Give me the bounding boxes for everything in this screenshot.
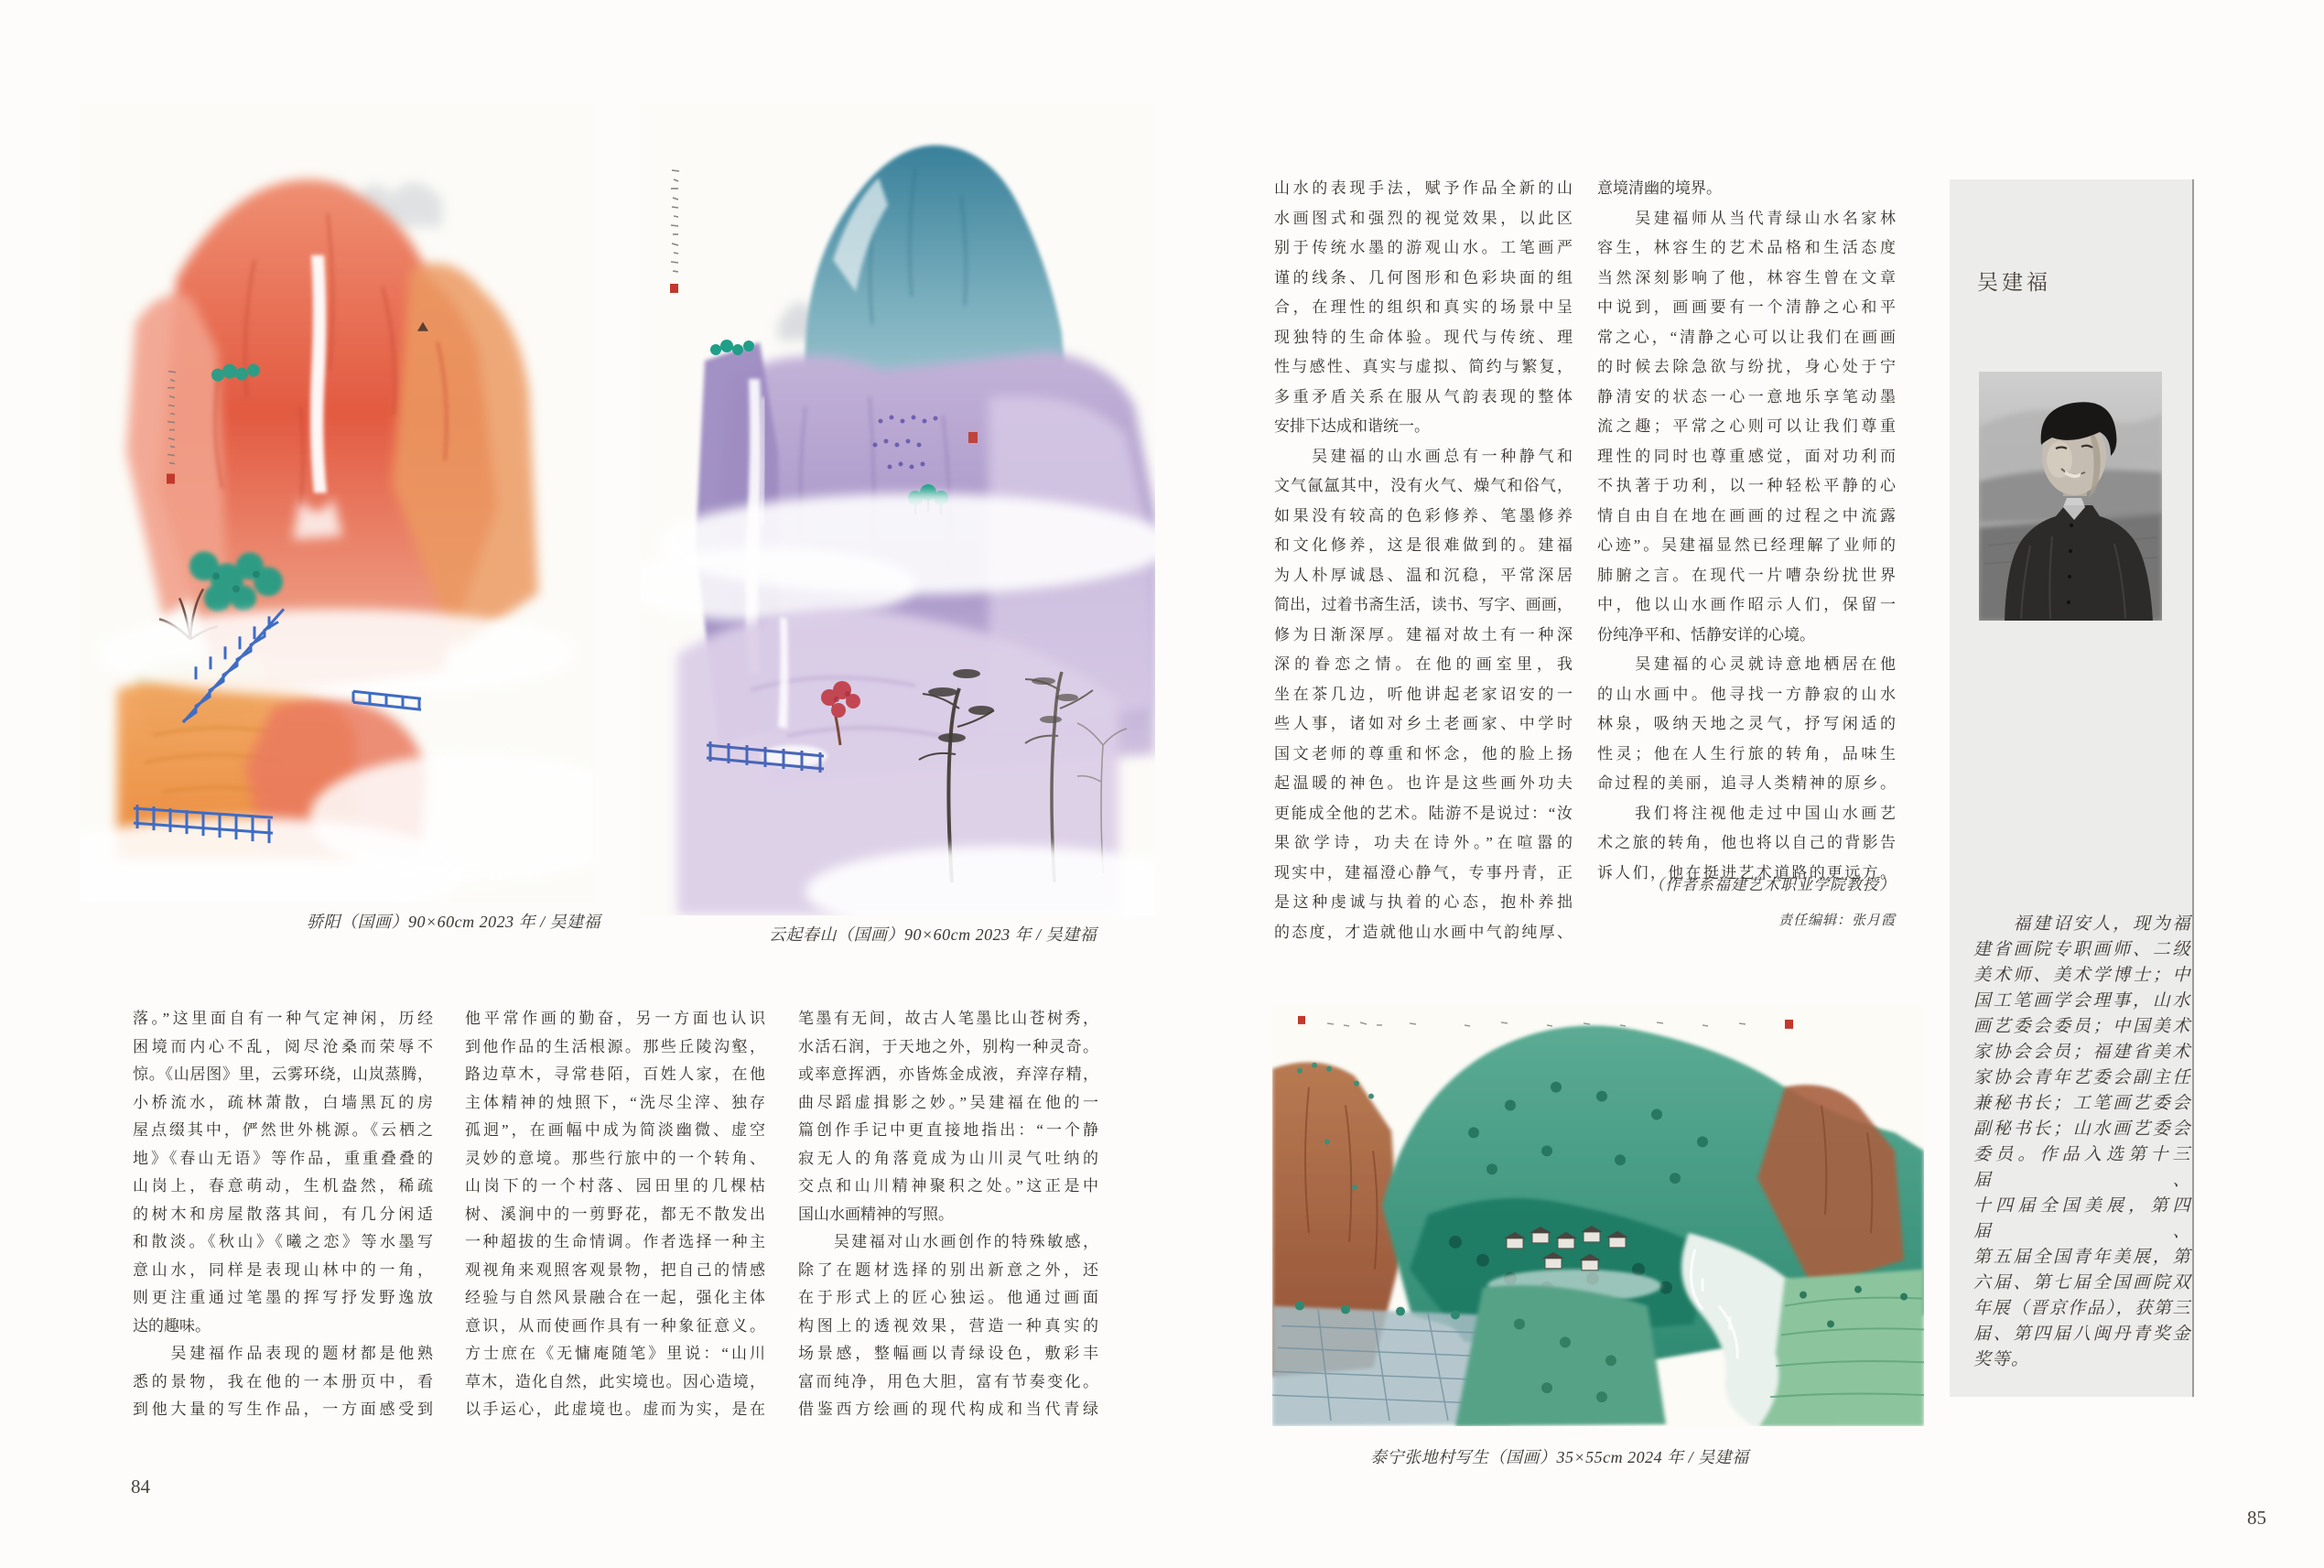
seal-icon: [167, 474, 175, 484]
text-line: 主体精神的烛照下，“洗尽尘滓、独存: [465, 1093, 765, 1111]
text-line: 落。”这里面自有一种气定神闲，历经: [133, 1010, 433, 1027]
text-line: 福建诏安人，现为福: [1973, 914, 2191, 934]
text-line: 现实中，建福澄心静气，专事丹青，正: [1274, 863, 1573, 881]
editor-note: 责任编辑：张月霞: [1778, 914, 1896, 928]
text-line: 寂无人的角落竟成为山川灵气吐纳的: [798, 1149, 1098, 1167]
text-line: 为人朴厚诚恳、温和沉稳，平常深居: [1274, 566, 1573, 584]
text-line: 份纯净平和、恬静安详的心境。: [1597, 625, 1815, 643]
text-line: 笔墨有无间，故古人笔墨比山苍树秀，: [798, 1010, 1098, 1027]
text-line: 富而纯净，用色大胆，富有节奏变化。: [798, 1372, 1098, 1390]
text-line: 他平常作画的勤奋，另一方面也认识: [465, 1010, 765, 1027]
text-line: 起温暖的神色。也许是这些画外功夫: [1274, 774, 1573, 792]
text-line: 的态度，才造就他山水画中气韵纯厚、: [1274, 923, 1573, 941]
text-line: 十四届全国美展，第四届、: [1973, 1196, 2191, 1241]
text-line: 篇创作手记中更直接地指出：“一个静: [798, 1121, 1098, 1139]
text-line: 术之旅的转角，他也将以自己的背影告: [1597, 834, 1896, 851]
text-line: 孤迥”，在画幅中成为简淡幽微、虚空: [465, 1121, 765, 1139]
text-line: 林泉，吸纳天地之灵气，抒写闲适的: [1597, 715, 1896, 732]
text-line: 委员。作品入选第十三届、: [1973, 1145, 2191, 1190]
seal-icon: [1298, 1016, 1305, 1024]
text-line: 心迹”。吴建福显然已经理解了业师的: [1597, 536, 1896, 554]
text-line: 修为日渐深厚。建福对故土有一种深: [1274, 625, 1573, 643]
text-line: 以手运心，此虚境也。虚而为实，是在: [465, 1400, 765, 1418]
text-line: 意山水，同样是表现山林中的一角，: [133, 1260, 433, 1279]
seal-icon: [1785, 1020, 1793, 1029]
text-line: 小桥流水，疏林萧散，白墙黑瓦的房: [133, 1093, 433, 1111]
text-line: 深的眷恋之情。在他的画室里，我: [1274, 655, 1573, 673]
text-line: 奖等。: [1973, 1350, 2030, 1369]
text-line: 构图上的透视效果，营造一种真实的: [798, 1316, 1098, 1335]
text-line: 更能成全他的艺术。陆游不是说过：“汝: [1274, 804, 1573, 822]
text-line: 草木，造化自然，此实境也。因心造境，: [465, 1372, 765, 1390]
text-line: 到他大量的写生作品，一方面感受到: [133, 1400, 433, 1418]
text-line: 国文老师的尊重和怀念，他的脸上扬: [1274, 744, 1573, 762]
seal-icon: [670, 284, 678, 293]
text-line: 方士庶在《无慵庵随笔》里说：“山川: [465, 1345, 765, 1362]
text-line: 水画图式和强烈的视觉效果，以此区: [1274, 209, 1573, 227]
text-line: 路边草木，寻常巷陌，百姓人家，在他: [465, 1065, 765, 1083]
text-line: 灵妙的意境。那些行旅中的一个转角、: [465, 1149, 765, 1167]
text-line: 年展（晋京作品），获第三: [1973, 1299, 2191, 1318]
text-line: 和散淡。《秋山》《曦之恋》等水墨写: [133, 1233, 433, 1250]
text-line: 简出，过着书斋生活，读书、写字、画画，: [1274, 596, 1573, 613]
left-column-1: [133, 1005, 433, 1424]
text-line: 别于传统水墨的游观山水。工笔画严: [1274, 239, 1573, 256]
text-line: 或率意挥洒，亦皆炼金成液，弃滓存精，: [798, 1065, 1098, 1083]
painting-sunglow-caption: 骄阳（国画）90×60cm 2023 年 / 吴建福: [307, 913, 601, 931]
text-line: 容生，林容生的艺术品格和生活态度: [1597, 239, 1896, 256]
text-line: 现独特的生命体验。现代与传统、理: [1274, 328, 1573, 346]
text-line: 建省画院专职画师、二级: [1973, 940, 2191, 959]
text-line: 场景感，整幅画以青绿设色，敷彩丰: [798, 1345, 1098, 1362]
right-column-2: [1597, 174, 1896, 888]
text-line: 困境而内心不乱，阅尽沧桑而荣辱不: [133, 1037, 433, 1055]
text-line: 屋点缀其中，俨然世外桃源。《云栖之: [133, 1121, 433, 1139]
painting-village-image: [1272, 1005, 1924, 1426]
text-line: 中，他以山水画作昭示人们，保留一: [1597, 596, 1896, 613]
text-line: 命过程的美丽，追寻人类精神的原乡。: [1597, 774, 1896, 792]
text-line: 树、溪涧中的一剪野花，都无不散发出: [465, 1205, 765, 1223]
painting-spring-image: [641, 104, 1155, 915]
text-line: 常之心，“清静之心可以让我们在画画: [1597, 328, 1896, 346]
text-line: 吴建福作品表现的题材都是他熟: [133, 1345, 433, 1362]
text-line: 地》《春山无语》等作品，重重叠叠的: [133, 1149, 433, 1167]
text-line: 文气氤氲其中，没有火气、燥气和俗气，: [1274, 477, 1573, 494]
text-line: 六届、第七届全国画院双: [1973, 1273, 2191, 1292]
painting-village-caption: 泰宁张地村写生（国画）35×55cm 2024 年 / 吴建福: [1370, 1448, 1749, 1466]
text-line: 国山水画精神的写照。: [798, 1205, 954, 1223]
text-line: 的山水画中。他寻找一方静寂的山水: [1597, 685, 1896, 703]
text-line: 第五届全国青年美展，第: [1973, 1248, 2191, 1267]
artist-portrait-photo: [1979, 372, 2162, 621]
text-line: 如果没有较高的色彩修养、笔墨修养: [1274, 506, 1573, 524]
text-line: 和文化修养，这是很难做到的。建福: [1274, 536, 1573, 554]
text-line: 则更注重通过笔墨的挥写抒发野逸放: [133, 1289, 433, 1306]
author-note: （作者系福建艺术职业学院教授）: [1648, 876, 1896, 893]
text-line: 诉人们，他在挺进艺术道路的更远方。: [1597, 863, 1896, 881]
text-line: 观视角来观照客观景物，把自己的情感: [465, 1260, 765, 1279]
artist-name: 吴建福: [1977, 271, 2051, 294]
text-line: 吴建福对山水画创作的特殊敏感，: [798, 1233, 1098, 1250]
text-line: 意境清幽的境界。: [1597, 179, 1722, 197]
text-line: 些人事，诸如对乡土老画家、中学时: [1274, 715, 1573, 732]
text-line: 山岗上，春意萌动，生机盎然，稀疏: [133, 1177, 433, 1195]
text-line: 吴建福师从当代青绿山水名家林: [1597, 209, 1896, 227]
text-line: 悉的景物，我在他的一本册页中，看: [133, 1372, 433, 1390]
text-line: 不执著于功利，以一种轻松平静的心: [1597, 477, 1896, 494]
text-line: 曲尽蹈虚揖影之妙。”吴建福在他的一: [798, 1093, 1098, 1111]
text-line: 静清安的状态一心一意地乐享笔动墨: [1597, 387, 1896, 406]
page-number-right: 85: [2247, 1507, 2266, 1529]
text-line: 美术师、美术学博士；中: [1973, 966, 2191, 985]
text-line: 一种超拔的生命情调。作者选择一种主: [465, 1233, 765, 1250]
text-line: 借鉴西方绘画的现代构成和当代青绿: [798, 1400, 1098, 1418]
text-line: 交点和山川精神聚积之处。”这正是中: [798, 1177, 1098, 1195]
text-line: 山水的表现手法，赋予作品全新的山: [1274, 179, 1573, 197]
left-column-3: [798, 1005, 1098, 1424]
text-line: 画艺委会委员；中国美术: [1973, 1017, 2191, 1036]
text-line: 流之趣；平常之心则可以让我们尊重: [1597, 417, 1896, 435]
artist-bio: [1973, 912, 2191, 1373]
text-line: 在于形式上的匠心独运。他通过画面: [798, 1289, 1098, 1306]
text-line: 届、第四届八闽丹青奖金: [1973, 1325, 2191, 1344]
painting-spring-caption: 云起春山（国画）90×60cm 2023 年 / 吴建福: [769, 925, 1097, 944]
text-line: 中说到，画画要有一个清静之心和平: [1597, 298, 1896, 316]
right-column-1: [1274, 174, 1573, 947]
text-line: 谨的线条、几何图形和色彩块面的组: [1274, 268, 1573, 287]
text-line: 除了在题材选择的别出新意之外，还: [798, 1260, 1098, 1279]
page-number-left: 84: [131, 1476, 150, 1498]
text-line: 吴建福的心灵就诗意地栖居在他: [1597, 655, 1896, 673]
left-column-2: [465, 1005, 765, 1424]
text-line: 多重矛盾关系在服从气韵表现的整体: [1274, 387, 1573, 406]
text-line: 果欲学诗，功夫在诗外。”在喧嚣的: [1274, 834, 1573, 851]
text-line: 肺腑之言。在现代一片嘈杂纷扰世界: [1597, 566, 1896, 584]
text-line: 当然深刻影响了他，林容生曾在文章: [1597, 268, 1896, 287]
text-line: 经验与自然风景融合在一起，强化主体: [465, 1289, 765, 1306]
text-line: 水活石润，于天地之外，别构一种灵奇。: [798, 1037, 1098, 1055]
text-line: 情自由自在地在画画的过程之中流露: [1597, 506, 1896, 524]
painting-sunglow-image: [81, 104, 593, 902]
text-line: 家协会青年艺委会副主任: [1973, 1068, 2191, 1087]
text-line: 理性的同时也尊重感觉，面对功利而: [1597, 447, 1896, 465]
text-line: 惊。《山居图》里，云雾环绕，山岚蒸腾，: [133, 1065, 433, 1083]
text-line: 坐在茶几边，听他讲起老家诏安的一: [1274, 685, 1573, 703]
text-line: 到他作品的生活根源。那些丘陵沟壑，: [465, 1037, 765, 1055]
text-line: 是这种虔诚与执着的心态，抱朴养拙: [1274, 893, 1573, 911]
text-line: 家协会会员；福建省美术: [1973, 1043, 2191, 1062]
text-line: 我们将注视他走过中国山水画艺: [1597, 804, 1896, 822]
text-line: 合，在理性的组织和真实的场景中呈: [1274, 298, 1573, 316]
text-line: 性灵；他在人生行旅的转角，品味生: [1597, 744, 1896, 762]
text-line: 国工笔画学会理事，山水: [1973, 991, 2191, 1011]
text-line: 吴建福的山水画总有一种静气和: [1274, 447, 1573, 465]
text-line: 达的趣味。: [133, 1316, 211, 1335]
text-line: 安排下达成和谐统一。: [1274, 417, 1430, 435]
text-line: 性与感性、真实与虚拟、简约与繁复，: [1274, 358, 1573, 375]
text-line: 山岗下的一个村落、园田里的几棵枯: [465, 1177, 765, 1195]
text-line: 副秘书长；山水画艺委会: [1973, 1119, 2191, 1139]
text-line: 的时候去除急欲与纷扰，身心处于宁: [1597, 358, 1896, 375]
text-line: 兼秘书长；工笔画艺委会: [1973, 1094, 2191, 1113]
text-line: 意识，从而使画作具有一种象征意义。: [465, 1316, 765, 1335]
text-line: 的树木和房屋散落其间，有几分闲适: [133, 1205, 433, 1223]
